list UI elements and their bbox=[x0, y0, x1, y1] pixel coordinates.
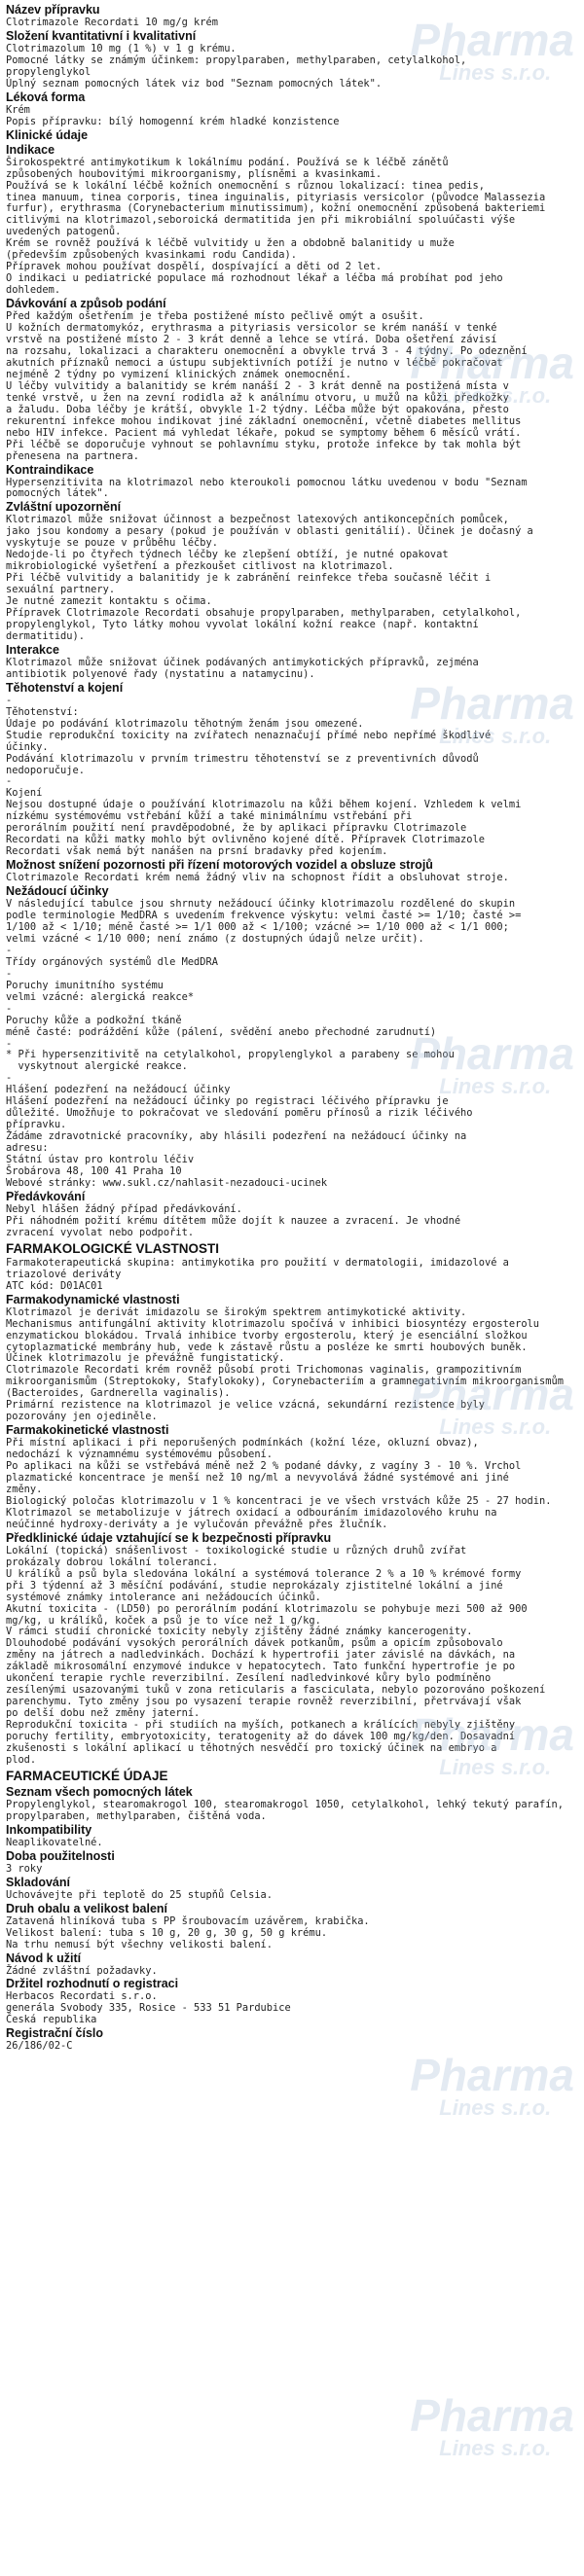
section-heading: Farmakodynamické vlastnosti bbox=[6, 1292, 180, 1306]
section-heading: Inkompatibility bbox=[6, 1822, 92, 1837]
section-body: 3 roky bbox=[6, 1862, 43, 1875]
section-heading: Název přípravku bbox=[6, 3, 100, 17]
section-body: Clotrimazolum 10 mg (1 %) v 1 g krému. Pomocné látky se známým účinkem: propylparaben, methylparaben, cetylalkohol, propylenglykol Úplný seznam pomocných látek viz bod "Seznam pomocných látek". bbox=[6, 42, 467, 89]
watermark: Pharma Lines s.r.o. bbox=[410, 2050, 574, 2120]
section-body: Klotrimazol může snižovat účinnost a bezpečnost latexových antikoncepčních pomůcek, jako jsou kondomy a pesary (pokud je používán v oblasti genitálií). Účinek je dočasný a vyskytuje se pouze v průběhu léčby. Nedojde-li po čtyřech týdnech léčby ke zlepšení obtíží, je nutné opakovat mikrobiologické vyšetření a přezkoušet citlivost na klotrimazol. Při léčbě vulvitidy a balanitidy je k zabránění reinfekce třeba současně léčit i sexuální partnery. Je nutné zamezit kontaktu s očima. Přípravek Clotrimazole Recordati obsahuje propylparaben, methylparaben, cetylalkohol, propylenglykol, Tyto látky mohou vyvolat lokální kožní reakce (např. kontaktní dermatitidu). bbox=[6, 514, 533, 642]
section-body: 26/186/02-C bbox=[6, 2040, 73, 2053]
section-body: Herbacos Recordati s.r.o. generála Svobody 335, Rosice - 533 51 Pardubice Česká republika bbox=[6, 1990, 291, 2026]
section-body: Krém Popis přípravku: bílý homogenní krém hladké konzistence bbox=[6, 103, 340, 127]
watermark: Pharma Lines s.r.o. bbox=[410, 1709, 574, 1779]
section-heading: FARMACEUTICKÉ ÚDAJE bbox=[6, 1768, 168, 1783]
section-body: Nebyl hlášen žádný případ předávkování. Při náhodném požití krému dítětem může dojít k nauzee a zvracení. Je vhodné zvracení vyvolat nebo podpořit. bbox=[6, 1202, 461, 1238]
section-body: Clotrimazole Recordati 10 mg/g krém bbox=[6, 17, 218, 28]
section-body: V následující tabulce jsou shrnuty nežádoucí účinky klotrimazolu rozdělené do skupin podle terminologie MedDRA s uvedením frekvence výskytu: velmi časté >= 1/10; časté >= 1/100 až < 1/10; méně časté >= 1/1 000 až < 1/100; vzácné >= 1/10 000 až < 1/1 000; velmi vzácné < 1/10 000; není známo (z dostupných údajů nelze určit). - Třídy orgánových systémů dle MedDRA - Poruchy imunitního systému velmi vzácné: alergická reakce* - Poruchy kůže a podkožní tkáně méně časté: podráždění kůže (pálení, svědění anebo přechodné zarudnutí) - * Při hypersenzitivitě na cetylalkohol, propylenglykol a parabeny se mohou vyskytnout alergické reakce. - Hlášení podezření na nežádoucí účinky Hlášení podezření na nežádoucí účinky po registraci léčivého přípravku je důležité. Umožňuje to pokračovat ve sledování poměru přínosů a rizik léčivého přípravku. Žádáme zdravotnické pracovníky, aby hlásili podezření na nežádoucí účinky na adresu: Státní ústav pro kontrolu léčiv Šrobárova 48, 100 41 Praha 10 Webové stránky: www.sukl.cz/nahlasit-nezadouci-ucinek bbox=[6, 898, 522, 1189]
section-heading: Skladování bbox=[6, 1875, 70, 1889]
section-heading: Těhotenství a kojení bbox=[6, 680, 124, 695]
section-heading: Dávkování a způsob podání bbox=[6, 297, 166, 311]
section-body: Clotrimazole Recordati krém nemá žádný vliv na schopnost řídit a obsluhovat stroje. bbox=[6, 872, 509, 884]
watermark: Pharma Lines s.r.o. bbox=[410, 1369, 574, 1439]
section-heading: Registrační číslo bbox=[6, 2026, 104, 2041]
section-heading: Předávkování bbox=[6, 1189, 86, 1203]
watermark: Pharma Lines s.r.o. bbox=[410, 15, 574, 85]
section-heading: Možnost snížení pozornosti při řízení motorových vozidel a obsluze strojů bbox=[6, 858, 433, 873]
section-heading: Zvláštní upozornění bbox=[6, 500, 122, 515]
section-heading: Farmakokinetické vlastnosti bbox=[6, 1423, 169, 1438]
section-heading: Složení kvantitativní i kvalitativní bbox=[6, 28, 197, 43]
section-heading: Držitel rozhodnutí o registraci bbox=[6, 1977, 179, 1991]
watermark: Pharma Lines s.r.o. bbox=[410, 678, 574, 748]
section-body: Farmakoterapeutická skupina: antimykotika pro použití v dermatologii, imidazolové a triazolové deriváty ATC kód: D01AC01 bbox=[6, 1256, 509, 1292]
section-heading: Seznam všech pomocných látek bbox=[6, 1784, 193, 1799]
section-body: Před každým ošetřením je třeba postižené místo pečlivě omýt a osušit. U kožních dermatomykóz, erythrasma a pityriasis versicolor se krém nanáší v tenké vrstvě na postižené místo 2 - 3 krát denně a lehce se vtírá. Doba ošetření závisí na rozsahu, lokalizaci a charakteru onemocnění a obvykle trvá 3 - 4 týdny. Po odeznění akutních příznaků nemoci a ústupu subjektivních potíží je nutno v léčbě pokračovat nejméně 2 týdny po vymizení klinických známek onemocnění. U léčby vulvitidy a balanitidy se krém nanáší 2 - 3 krát denně na postižená místa v tenké vrstvě, u žen na zevní rodidla až k análnímu otvoru, u mužů na kůži předkožky a žaludu. Doba léčby je krátší, obvykle 1-2 týdny. Léčba může být opakována, přesto rekurentní infekce mohou indikovat jiné základní onemocnění, včetně diabetes mellitus nebo HIV infekce. Pacient má vyhledat lékaře, pokud se symptomy během 6 měsíců vrátí. Při léčbě se doporučuje vyhnout se pohlavnímu styku, protože infekce by tak mohla být přenesena na partnera. bbox=[6, 310, 528, 462]
section-heading: Druh obalu a velikost balení bbox=[6, 1901, 168, 1915]
watermark: Pharma Lines s.r.o. bbox=[410, 338, 574, 408]
section-body: Zatavená hliníková tuba s PP šroubovacím uzávěrem, krabička. Velikost balení: tuba s 10 g, 20 g, 30 g, 50 g krému. Na trhu nemusí být všechny velikosti balení. bbox=[6, 1914, 370, 1950]
section-body: Uchovávejte při teplotě do 25 stupňů Celsia. bbox=[6, 1888, 274, 1901]
section-heading: Klinické údaje bbox=[6, 127, 89, 142]
watermark: Pharma Lines s.r.o. bbox=[410, 2390, 574, 2460]
section-body: - Těhotenství: Údaje po podávání klotrimazolu těhotným ženám jsou omezené. Studie reprodukční toxicity na zvířatech nenaznačují přímé nebo nepřímé škodlivé účinky. Podávání klotrimazolu v prvním trimestru těhotenství se z preventivních důvodů nedoporučuje. - Kojení Nejsou dostupné údaje o používání klotrimazolu na kůži během kojení. Vzhledem k velmi nízkému systémovému vstřebání kůží a také minimálnímu vstřebání při perorálním použití není pravděpodobné, že by aplikaci přípravku Clotrimazole Recordati na kůži matky mohlo být ovlivněno kojené dítě. Přípravek Clotrimazole Recordati však nemá být nanášen na prsní bradavky před kojením. bbox=[6, 694, 522, 858]
section-body: Hypersenzitivita na klotrimazol nebo kteroukoli pomocnou látku uvedenou v bodu "Seznam pomocných látek". bbox=[6, 476, 528, 500]
section-body: Žádné zvláštní požadavky. bbox=[6, 1964, 158, 1977]
section-heading: Léková forma bbox=[6, 89, 86, 104]
section-heading: Indikace bbox=[6, 142, 55, 157]
section-body: Klotrimazol je derivát imidazolu se širokým spektrem antimykotické aktivity. Mechanismus antifungální aktivity klotrimazolu spočívá v inhibici biosyntézy ergosterolu enzymatickou blokádou. Trvalá inhibice tvorby ergosterolu, který je esenciální složkou cytoplazmatické membrány hub, vede k zástavě růstu a posléze ke smrti houbových buněk. Účinek klotrimazolu je převážně fungistatický. Clotrimazole Recordati krém rovněž působí proti Trichomonas vaginalis, grampozitivním mikroorganismům (Streptokoky, Stafylokoky), Corynebacteriím a gramnegativním mikroorganismům (Bacteroides, Gardnerella vaginalis). Primární rezistence na klotrimazol je velice vzácná, sekundární rezistence byly pozorovány jen ojediněle. bbox=[6, 1306, 564, 1423]
section-body: Při místní aplikaci i při neporušených podmínkách (kožní léze, okluzní obvaz), nedochází k významnému systémovému působení. Po aplikaci na kůži se vstřebává méně než 2 % podané dávky, z vagíny 3 - 10 %. Vrchol plazmatické koncentrace je menší než 10 ng/ml a nevyvolává žádné systémové ani jiné změny. Biologický poločas klotrimazolu v 1 % koncentraci je ve všech vrstvách kůže 25 - 27 hodin. Klotrimazol se metabolizuje v játrech oxidací a odbouráním imidazolového kruhu na neúčinné hydroxy-deriváty a je vylučován převážně přes žlučník. bbox=[6, 1437, 552, 1530]
section-heading: Nežádoucí účinky bbox=[6, 884, 109, 899]
section-body: Lokální (topická) snášenlivost - toxikologické studie u různých druhů zvířat prokázaly dobrou lokální toleranci. U králíků a psů byla sledována lokální a systémová tolerance 2 % a 10 % krémové formy při 3 týdenní až 3 měsíční podávání, studie neprokázaly zjistitelné lokální a jiné systémové známky intolerance ani nežádoucích účinků. Akutní toxicita - (LD50) po perorálním podání klotrimazolu se pohybuje mezi 500 až 900 mg/kg, u králíků, koček a psů je to více než 1 g/kg. V rámci studií chronické toxicity nebyly zjištěny žádné známky kancerogenity. Dlouhodobé podávání vysokých perorálních dávek potkanům, psům a opicím způsobovalo změny na játrech a nadledvinkách. Dochází k hypertrofii jater závislé na dávkách, na základě mikrosomální enzymové indukce v hepatocytech. Tato funkční hypertrofie je po ukončení terapie rychle reverzibilní. Zesílení nadledvinkové kůry bylo podmíněno zesílenými usazovanými tuků v zona reticularis a fasciculata, nebylo pozorováno poškození parenchymu. Tyto změny jsou po vysazení terapie rovněž reverzibilní, přetrvávají však po delší dobu než změny jaterní. Reprodukční toxicita - při studiích na myších, potkanech a králících nebyly zjištěny poruchy fertility, embryotoxicity, teratogenity až do dávek 100 mg/kg/den. Dosavadní zkušenosti s lokální aplikací u těhotných nesvědčí pro toxický účinek na embryo a plod. bbox=[6, 1544, 546, 1766]
section-heading: Předklinické údaje vztahující se k bezpečnosti přípravku bbox=[6, 1530, 332, 1545]
section-body: Širokospektré antimykotikum k lokálnímu podání. Používá se k léčbě zánětů způsobených houbovitými mikroorganismy, plísněmi a kvasinkami. Používá se k lokální léčbě kožních onemocnění s různou lokalizací: tinea pedis, tinea manuum, tinea corporis, tinea inguinalis, pityriasis versicolor (původce Malassezia furfur), erythrasma (Corynebacterium minutissimum), kožní onemocnění způsobená bakteriemi citlivými na klotrimazol,seboroická dermatitida jen při mikrobiální spoluúčasti výše uvedených patogenů. Krém se rovněž používá k léčbě vulvitidy u žen a obdobně balanitidy u muže (především způsobených kvasinkami rodu Candida). Přípravek mohou používat dospělí, dospívající a děti od 2 let. O indikaci u pediatrické populace má rozhodnout lékař a léčba má probíhat pod jeho dohledem. bbox=[6, 156, 546, 297]
section-heading: Doba použitelnosti bbox=[6, 1848, 115, 1863]
section-body: Propylenglykol, stearomakrogol 100, stearomakrogol 1050, cetylalkohol, lehký tekutý parafín, propylparaben, methylparaben, čištěná voda. bbox=[6, 1798, 564, 1822]
section-heading: Kontraindikace bbox=[6, 462, 94, 477]
section-heading: FARMAKOLOGICKÉ VLASTNOSTI bbox=[6, 1240, 219, 1256]
section-body: Klotrimazol může snižovat účinek podávaných antimykotických přípravků, zejména antibiotik polyenové řady (nystatinu a natamycinu). bbox=[6, 656, 479, 680]
watermark: Pharma Lines s.r.o. bbox=[410, 1028, 574, 1098]
section-heading: Interakce bbox=[6, 642, 59, 657]
section-body: Neaplikovatelné. bbox=[6, 1836, 103, 1848]
section-heading: Návod k užití bbox=[6, 1950, 82, 1965]
